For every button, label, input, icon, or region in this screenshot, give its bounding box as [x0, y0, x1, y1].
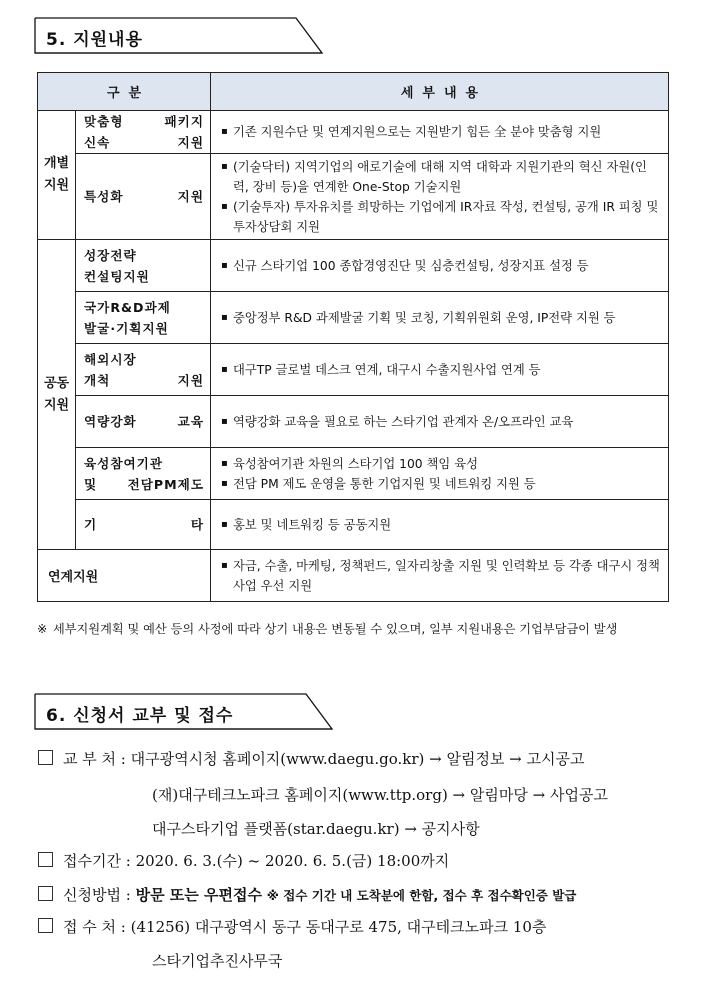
row-name: 해외시장 개척 지원	[76, 344, 211, 396]
table-row	[38, 500, 669, 550]
row-detail	[211, 154, 669, 240]
detail-item: ▪ 홍보 및 네트워킹 등 공동지원	[221, 515, 660, 535]
table-row	[38, 448, 669, 500]
row-name: 육성참여기관 및 전담PM제도	[76, 448, 211, 500]
place-line: 스타기업추진사무국	[152, 952, 283, 970]
detail-item: ▪ 역량강화 교육을 필요로 하는 스타기업 관계자 온/오프라인 교육	[221, 412, 660, 432]
footnote	[37, 619, 673, 640]
place-line: (41256) 대구광역시 동구 동대구로 475, 대구테크노파크 10층	[130, 918, 547, 936]
row-detail	[211, 500, 669, 550]
issue-label: 교 부 처 :	[63, 750, 126, 768]
header-category: 구분	[38, 73, 211, 111]
note-text: 세부지원계획 및 예산 등의 사정에 따라 상기 내용은 변동될 수 있으며, 일부 지원내용은 기업부담금이 발생	[53, 622, 618, 636]
method-label: 신청방법 :	[63, 886, 131, 904]
row-detail	[211, 448, 669, 500]
period-row	[38, 850, 678, 871]
issue-line: 대구광역시청 홈페이지(www.daegu.go.kr) → 알림정보 → 고시공고	[130, 750, 585, 768]
header-detail: 세부내용	[211, 73, 669, 111]
group-individual: 개별 지원	[38, 111, 76, 240]
issue-row	[38, 748, 678, 769]
section-5-title: 5. 지원내용	[46, 30, 143, 50]
checkbox-icon	[38, 852, 53, 867]
row-detail	[211, 111, 669, 154]
row-name: 국가R&D과제 발굴·기획지원	[76, 292, 211, 344]
detail-item: ▪ (기술닥터) 지역기업의 애로기술에 대해 지역 대학과 지원기관의 혁신 자원(인력, 장비 등)을 연계한 One-Stop 기술지원	[221, 157, 660, 197]
detail-item: ▪ 전담 PM 제도 운영을 통한 기업지원 및 네트워킹 지원 등	[221, 474, 660, 494]
table-row	[38, 111, 669, 154]
row-name: 특성화 지원	[76, 154, 211, 240]
table-row	[38, 240, 669, 292]
detail-item: ▪ 육성참여기관 차원의 스타기업 100 책임 육성	[221, 454, 660, 474]
table-row	[38, 396, 669, 448]
row-detail	[211, 396, 669, 448]
issue-line: (재)대구테크노파크 홈페이지(www.ttp.org) → 알림마당 → 사업공고	[152, 786, 608, 804]
method-value: 방문 또는 우편접수	[135, 886, 262, 904]
method-note: ※ 접수 기간 내 도착분에 한함, 접수 후 접수확인증 발급	[266, 888, 577, 903]
row-name: 역량강화 교육	[76, 396, 211, 448]
table-header-row	[38, 73, 669, 111]
table-row-connect	[38, 550, 669, 602]
section-6-title: 6. 신청서 교부 및 접수	[46, 706, 234, 726]
checkbox-icon	[38, 918, 53, 933]
note-mark: ※	[37, 622, 48, 636]
period-value: 2020. 6. 3.(수) ~ 2020. 6. 5.(금) 18:00까지	[135, 852, 450, 870]
detail-item: ▪ 대구TP 글로벌 데스크 연계, 대구시 수출지원사업 연계 등	[221, 360, 660, 380]
table-row	[38, 292, 669, 344]
row-name: 성장전략 컨설팅지원	[76, 240, 211, 292]
checkbox-icon	[38, 886, 53, 901]
row-detail	[211, 344, 669, 396]
detail-item: ▪ (기술투자) 투자유치를 희망하는 기업에게 IR자료 작성, 컨설팅, 공개 IR 피칭 및 투자상담회 지원	[221, 197, 660, 237]
row-name: 맞춤형 패키지 신속 지원	[76, 111, 211, 154]
row-detail	[211, 240, 669, 292]
table-row	[38, 154, 669, 240]
issue-line: 대구스타기업 플랫폼(star.daegu.kr) → 공지사항	[152, 820, 480, 838]
detail-item: ▪ 기존 지원수단 및 연계지원으로는 지원받기 힘든 全 분야 맞춤형 지원	[221, 122, 660, 142]
place-row	[38, 916, 678, 937]
row-detail	[211, 292, 669, 344]
detail-item: ▪ 중앙정부 R&D 과제발굴 기획 및 코칭, 기획위원회 운영, IP전략 지원 등	[221, 308, 660, 328]
period-label: 접수기간 :	[63, 852, 131, 870]
table-row	[38, 344, 669, 396]
support-table	[37, 72, 669, 602]
checkbox-icon	[38, 750, 53, 765]
row-detail	[211, 550, 669, 602]
section-5-heading	[34, 17, 324, 55]
detail-item: ▪ 자금, 수출, 마케팅, 정책펀드, 일자리창출 지원 및 인력확보 등 각종 대구시 정책사업 우선 지원	[221, 556, 660, 596]
place-label: 접 수 처 :	[63, 918, 126, 936]
connect-label: 연계지원	[38, 550, 211, 602]
row-name: 기 타	[76, 500, 211, 550]
section-6-heading	[34, 693, 334, 731]
group-joint: 공동 지원	[38, 240, 76, 550]
detail-item: ▪ 신규 스타기업 100 종합경영진단 및 심층컨설팅, 성장지표 설정 등	[221, 256, 660, 276]
method-row	[38, 884, 678, 905]
